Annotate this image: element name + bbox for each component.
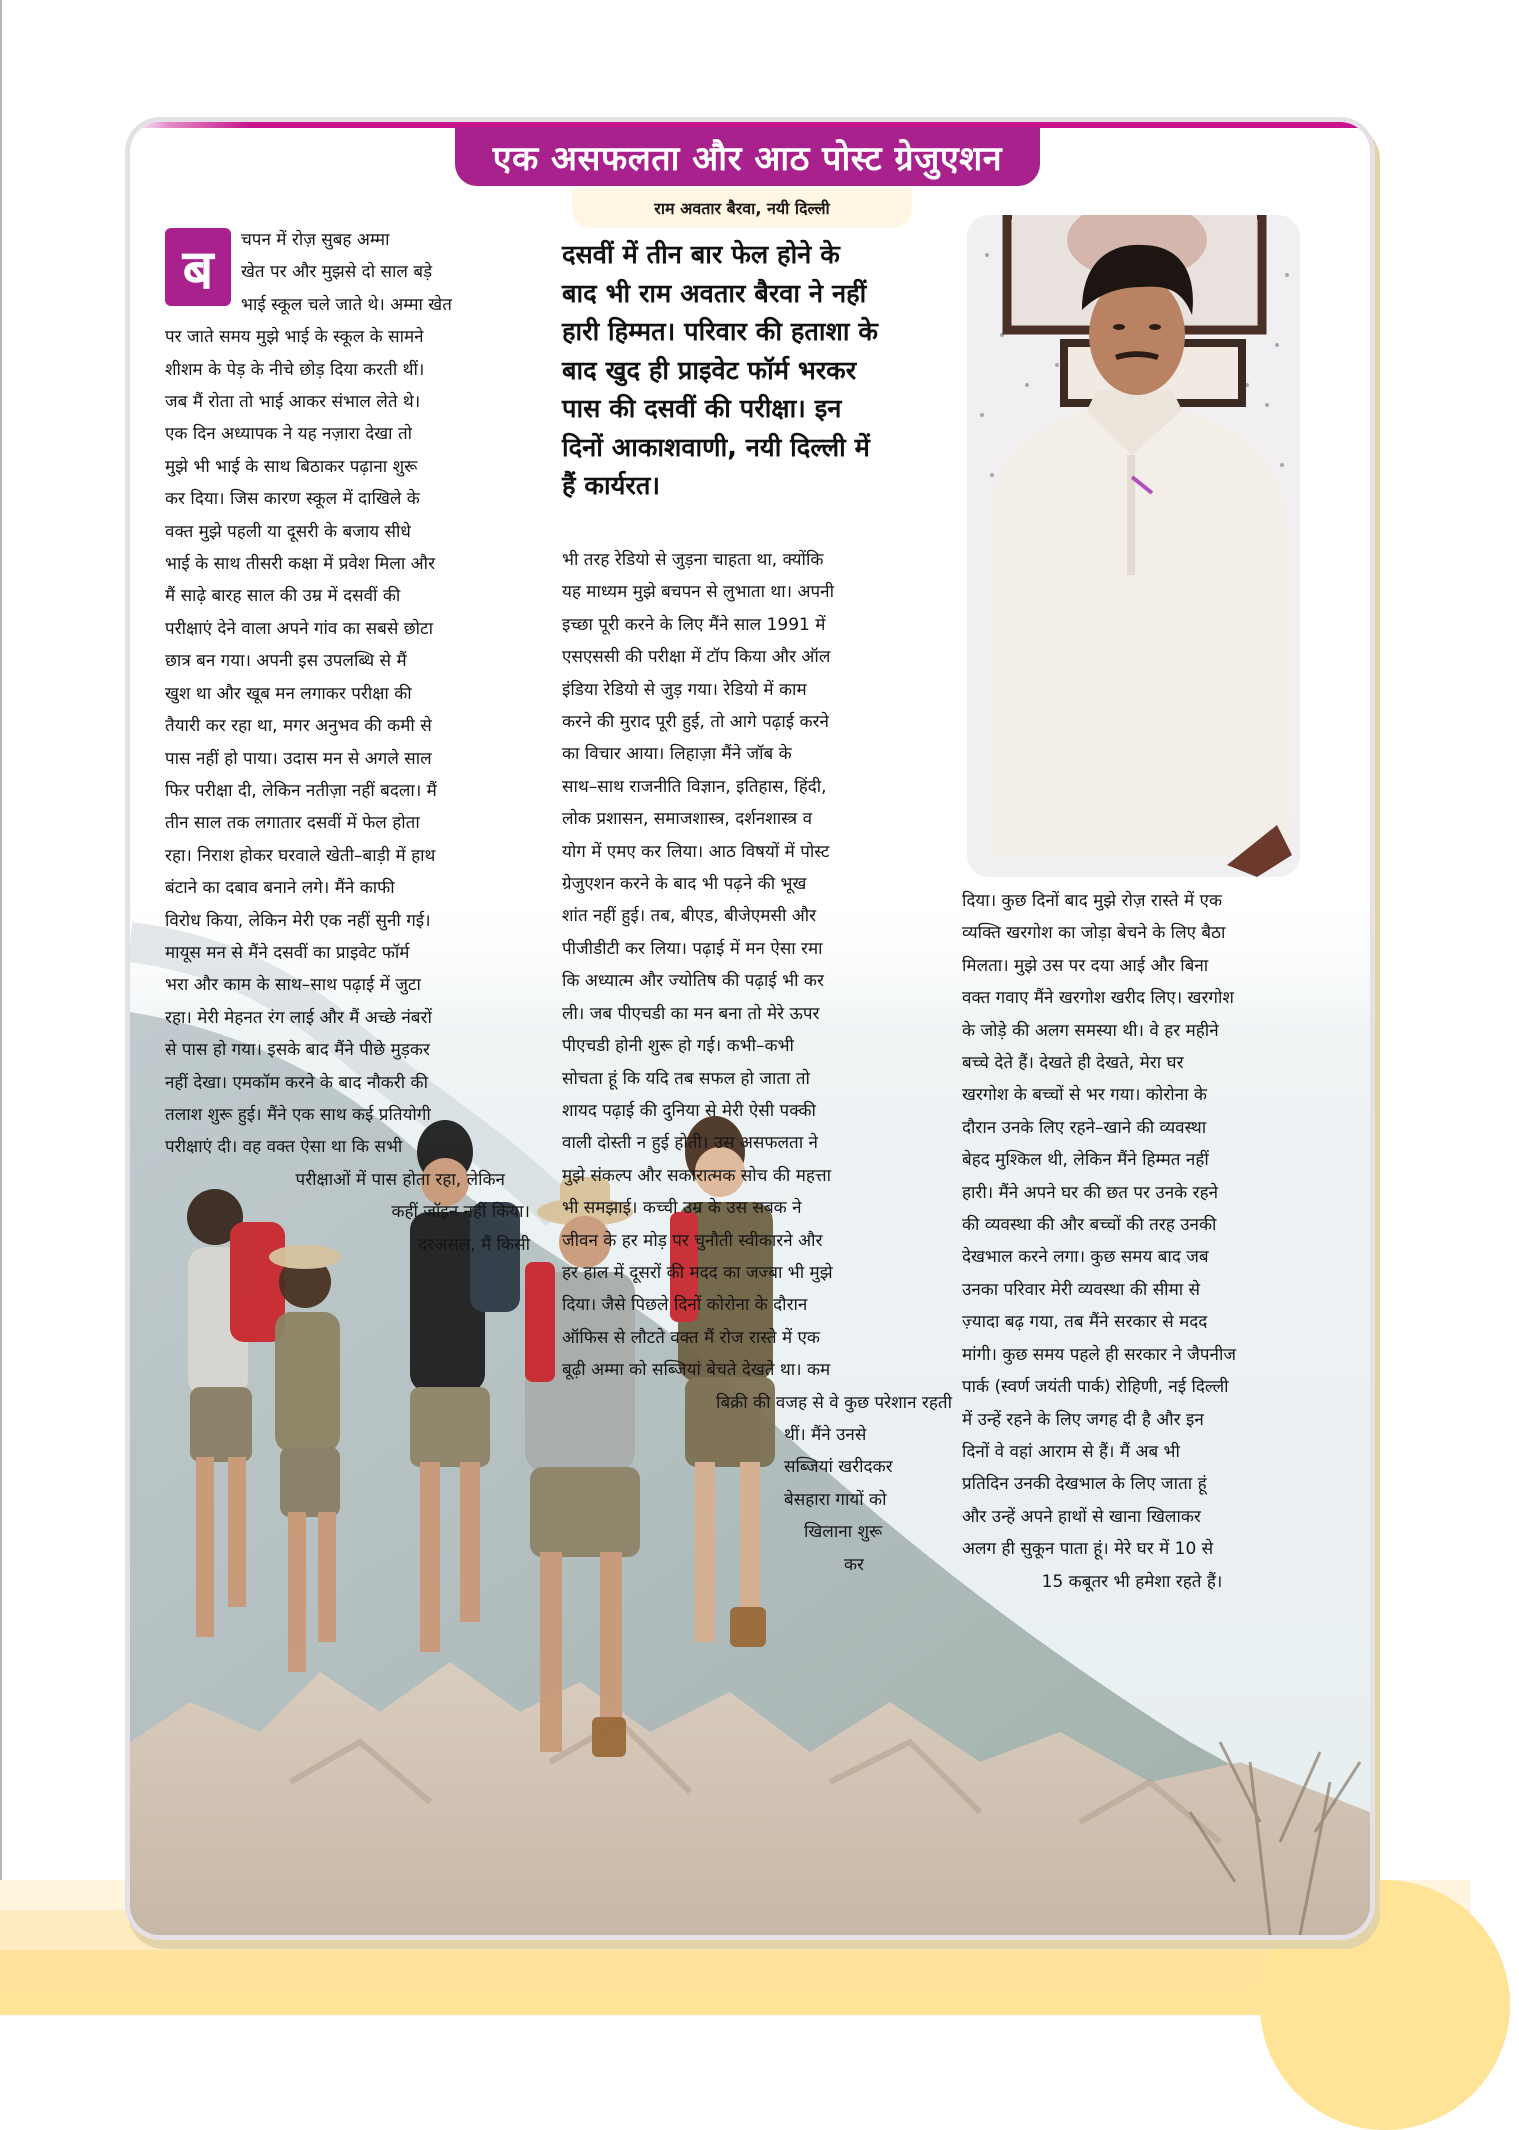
text-line: बिक्री की वजह से वे कुछ परेशान रहती — [716, 1392, 952, 1413]
text-line: दिया। जैसे पिछले दिनों कोरोना के दौरान — [562, 1295, 808, 1316]
text-line: से पास हो गया। इसके बाद मैंने पीछे मुड़कर — [165, 1040, 430, 1061]
text-line: शीशम के पेड़ के नीचे छोड़ दिया करती थीं। — [165, 359, 425, 380]
deck-line: बाद खुद ही प्राइवेट फॉर्म भरकर — [562, 355, 857, 386]
deck-line: हारी हिम्मत। परिवार की हताशा के — [562, 317, 878, 347]
text-line: ग्रेजुएशन करने के बाद भी पढ़ने की भूख — [562, 874, 807, 895]
text-line: और उन्हें अपने हाथों से खाना खिलाकर — [962, 1506, 1201, 1527]
text-line: वाली दोस्ती न हुई होती। उस असफलता ने — [562, 1133, 818, 1154]
text-line: साथ–साथ राजनीति विज्ञान, इतिहास, हिंदी, — [562, 776, 827, 797]
text-line: पार्क (स्वर्ण जयंती पार्क) रोहिणी, नई दिल्ली — [962, 1377, 1229, 1398]
text-line: भी समझाई। कच्ची उम्र के उस सबक ने — [562, 1198, 802, 1219]
text-line: भाई के साथ तीसरी कक्षा में प्रवेश मिला और — [165, 554, 436, 575]
text-line: खरगोश के बच्चों से भर गया। कोरोना के — [962, 1085, 1207, 1106]
text-line: ज़्यादा बढ़ गया, तब मैंने सरकार से मदद — [962, 1312, 1208, 1333]
text-line: थीं। मैंने उनसे — [784, 1424, 867, 1445]
text-line: दौरान उनके लिए रहने–खाने की व्यवस्था — [962, 1117, 1207, 1138]
text-line: बेहद मुश्किल थी, लेकिन मैंने हिम्मत नहीं — [962, 1150, 1209, 1171]
text-line: कर — [844, 1554, 865, 1575]
text-line: रहा। मेरी मेहनत रंग लाई और मैं अच्छे नंबरों — [165, 1007, 432, 1028]
text-line: पीएचडी होनी शुरू हो गई। कभी–कभी — [562, 1036, 794, 1057]
text-line: मांगी। कुछ समय पहले ही सरकार ने जैपनीज — [962, 1344, 1236, 1365]
text-line: खेत पर और मुझसे दो साल बड़े — [241, 262, 433, 283]
text-line: भी तरह रेडियो से जुड़ना चाहता था, क्योंकि — [562, 550, 824, 570]
text-line: मिलता। मुझे उस पर दया आई और बिना — [962, 955, 1209, 976]
text-line: यह माध्यम मुझे बचपन से लुभाता था। अपनी — [562, 582, 834, 603]
text-line: तीन साल तक लगातार दसवीं में फेल होता — [165, 813, 420, 834]
text-line: मुझे संकल्प और सकारात्मक सोच की महत्ता — [562, 1165, 832, 1186]
text-line: कहीं जॉइन नहीं किया। — [391, 1202, 530, 1223]
kurta — [992, 410, 1292, 855]
text-line: एक दिन अध्यापक ने यह नज़ारा देखा तो — [165, 424, 413, 445]
text-line: कर दिया। जिस कारण स्कूल में दाखिले के — [165, 489, 420, 510]
text-line: शांत नहीं हुई। तब, बीएड, बीजेएमसी और — [562, 906, 817, 927]
text-line: प्रतिदिन उनकी देखभाल के लिए जाता हूं — [962, 1474, 1207, 1495]
text-line: वक्त गवाए मैंने खरगोश खरीद लिए। खरगोश — [962, 988, 1234, 1009]
text-line: बूढ़ी अम्मा को सब्जियां बेचते देखते था। कम — [562, 1360, 831, 1381]
text-line: जीवन के हर मोड़ पर चुनौती स्वीकारने और — [562, 1230, 823, 1251]
text-line: नहीं देखा। एमकॉम करने के बाद नौकरी की — [165, 1072, 429, 1093]
text-line: बंटाने का दबाव बनाने लगे। मैंने काफी — [165, 878, 395, 899]
deck-line: हैं कार्यरत। — [562, 471, 661, 501]
page-edge — [0, 0, 2, 2015]
text-line: एसएससी की परीक्षा में टॉप किया और ऑल — [562, 647, 831, 668]
text-line: भरा और काम के साथ–साथ पढ़ाई में जुटा — [165, 975, 421, 996]
text-line: हर हाल में दूसरों की मदद का जज्बा भी मुझे — [562, 1262, 833, 1283]
text-line: में उन्हें रहने के लिए जगह दी है और इन — [962, 1409, 1204, 1430]
text-line: भाई स्कूल चले जाते थे। अम्मा खेत — [241, 294, 452, 315]
text-line: 15 कबूतर भी हमेशा रहते हैं। — [1041, 1571, 1223, 1592]
drop-cap: ब — [165, 228, 231, 306]
text-line: मायूस मन से मैंने दसवीं का प्राइवेट फॉर्म — [165, 942, 410, 963]
text-line: पर जाते समय मुझे भाई के स्कूल के सामने — [165, 327, 424, 348]
deck-line: बाद भी राम अवतार बैरवा ने नहीं — [562, 278, 867, 309]
text-line: इच्छा पूरी करने के लिए मैंने साल 1991 में — [562, 614, 826, 635]
text-line: मैं साढ़े बारह साल की उम्र में दसवीं की — [165, 586, 401, 607]
article-card — [130, 122, 1370, 1935]
text-line: जब मैं रोता तो भाई आकर संभाल लेते थे। — [165, 392, 421, 413]
text-line: खुश था और खूब मन लगाकर परीक्षा की — [165, 683, 412, 704]
deck-line: पास की दसवीं की परीक्षा। इन — [562, 394, 842, 424]
text-line: मुझे भी भाई के साथ बिठाकर पढ़ाना शुरू — [165, 456, 418, 477]
text-line: छात्र बन गया। अपनी इस उपलब्धि से मैं — [165, 651, 407, 672]
text-line: योग में एमए कर लिया। आठ विषयों में पोस्ट — [562, 841, 830, 862]
text-line: विरोध किया, लेकिन मेरी एक नहीं सुनी गई। — [165, 910, 431, 931]
text-line: की व्यवस्था की और बच्चों की तरह उनकी — [962, 1215, 1217, 1236]
column-1 — [165, 224, 530, 1261]
text-line: उनका परिवार मेरी व्यवस्था की सीमा से — [962, 1279, 1201, 1300]
text-line: दिया। कुछ दिनों बाद मुझे रोज़ रास्ते में एक — [962, 891, 1223, 911]
text-line: कि अध्यात्म और ज्योतिष की पढ़ाई भी कर — [562, 971, 824, 992]
text-line: इंडिया रेडियो से जुड़ गया। रेडियो में काम — [562, 679, 807, 700]
text-line: लोक प्रशासन, समाजशास्त्र, दर्शनशास्त्र व — [562, 809, 813, 830]
text-line: के जोड़े की अलग समस्या थी। वे हर महीने — [962, 1020, 1219, 1041]
byline: राम अवतार बैरवा, नयी दिल्ली — [572, 188, 912, 228]
text-line: हारी। मैंने अपने घर की छत पर उनके रहने — [962, 1182, 1219, 1203]
text-line: शायद पढ़ाई की दुनिया से मेरी ऐसी पक्की — [562, 1100, 816, 1121]
text-line: ली। जब पीएचडी का मन बना तो मेरे ऊपर — [562, 1003, 820, 1024]
text-line: फिर परीक्षा दी, लेकिन नतीज़ा नहीं बदला। मैं — [165, 780, 437, 801]
text-line: पीजीडीटी कर लिया। पढ़ाई में मन ऐसा रमा — [562, 938, 823, 959]
text-line: बेसहारा गायों को — [784, 1489, 887, 1510]
text-line: का विचार आया। लिहाज़ा मैंने जॉब के — [562, 744, 792, 765]
text-line: सब्जियां खरीदकर — [784, 1457, 893, 1478]
text-line: ऑफिस से लौटते वक्त मैं रोज रास्ते में एक — [562, 1327, 820, 1348]
text-line: दिनों वे वहां आराम से हैं। मैं अब भी — [962, 1441, 1180, 1462]
text-line: परीक्षाएं देने वाला अपने गांव का सबसे छोटा — [165, 618, 434, 639]
text-line: करने की मुराद पूरी हुई, तो आगे पढ़ाई करने — [562, 712, 829, 733]
text-line: बच्चे देते हैं। देखते ही देखते, मेरा घर — [962, 1053, 1184, 1074]
text-line: दरअसल, मैं किसी — [418, 1234, 530, 1255]
text-line: वक्त मुझे पहली या दूसरी के बजाय सीधे — [165, 521, 411, 542]
column-2 — [562, 544, 952, 1581]
text-line: सोचता हूं कि यदि तब सफल हो जाता तो — [562, 1068, 810, 1089]
title-band — [455, 127, 1040, 186]
text-line: परीक्षाओं में पास होता रहा, लेकिन — [295, 1169, 505, 1190]
deck-line: दिनों आकाशवाणी, नयी दिल्ली में — [562, 432, 870, 463]
text-line: परीक्षाएं दी। वह वक्त ऐसा था कि सभी — [165, 1137, 403, 1158]
text-line: तैयारी कर रहा था, मगर अनुभव की कमी से — [165, 716, 432, 737]
text-line: अलग ही सुकून पाता हूं। मेरे घर में 10 से — [962, 1539, 1214, 1560]
text-line: व्यक्ति खरगोश का जोड़ा बेचने के लिए बैठा — [962, 923, 1226, 944]
text-line: तलाश शुरू हुई। मैंने एक साथ कई प्रतियोगी — [165, 1104, 431, 1125]
text-line: रहा। निराश होकर घरवाले खेती–बाड़ी में हाथ — [165, 845, 436, 866]
article-title: एक असफलता और आठ पोस्ट ग्रेजुएशन — [492, 138, 1003, 179]
portrait-photo — [967, 215, 1300, 877]
text-line: देखभाल करने लगा। कुछ समय बाद जब — [962, 1247, 1209, 1268]
deck-line: दसवीं में तीन बार फेल होने के — [562, 240, 840, 270]
text-line: खिलाना शुरू — [804, 1522, 883, 1543]
text-line: चपन में रोज़ सुबह अम्मा — [241, 230, 390, 250]
column-3 — [962, 885, 1302, 1598]
text-line: पास नहीं हो पाया। उदास मन से अगले साल — [165, 748, 432, 769]
deck-summary — [562, 236, 952, 506]
